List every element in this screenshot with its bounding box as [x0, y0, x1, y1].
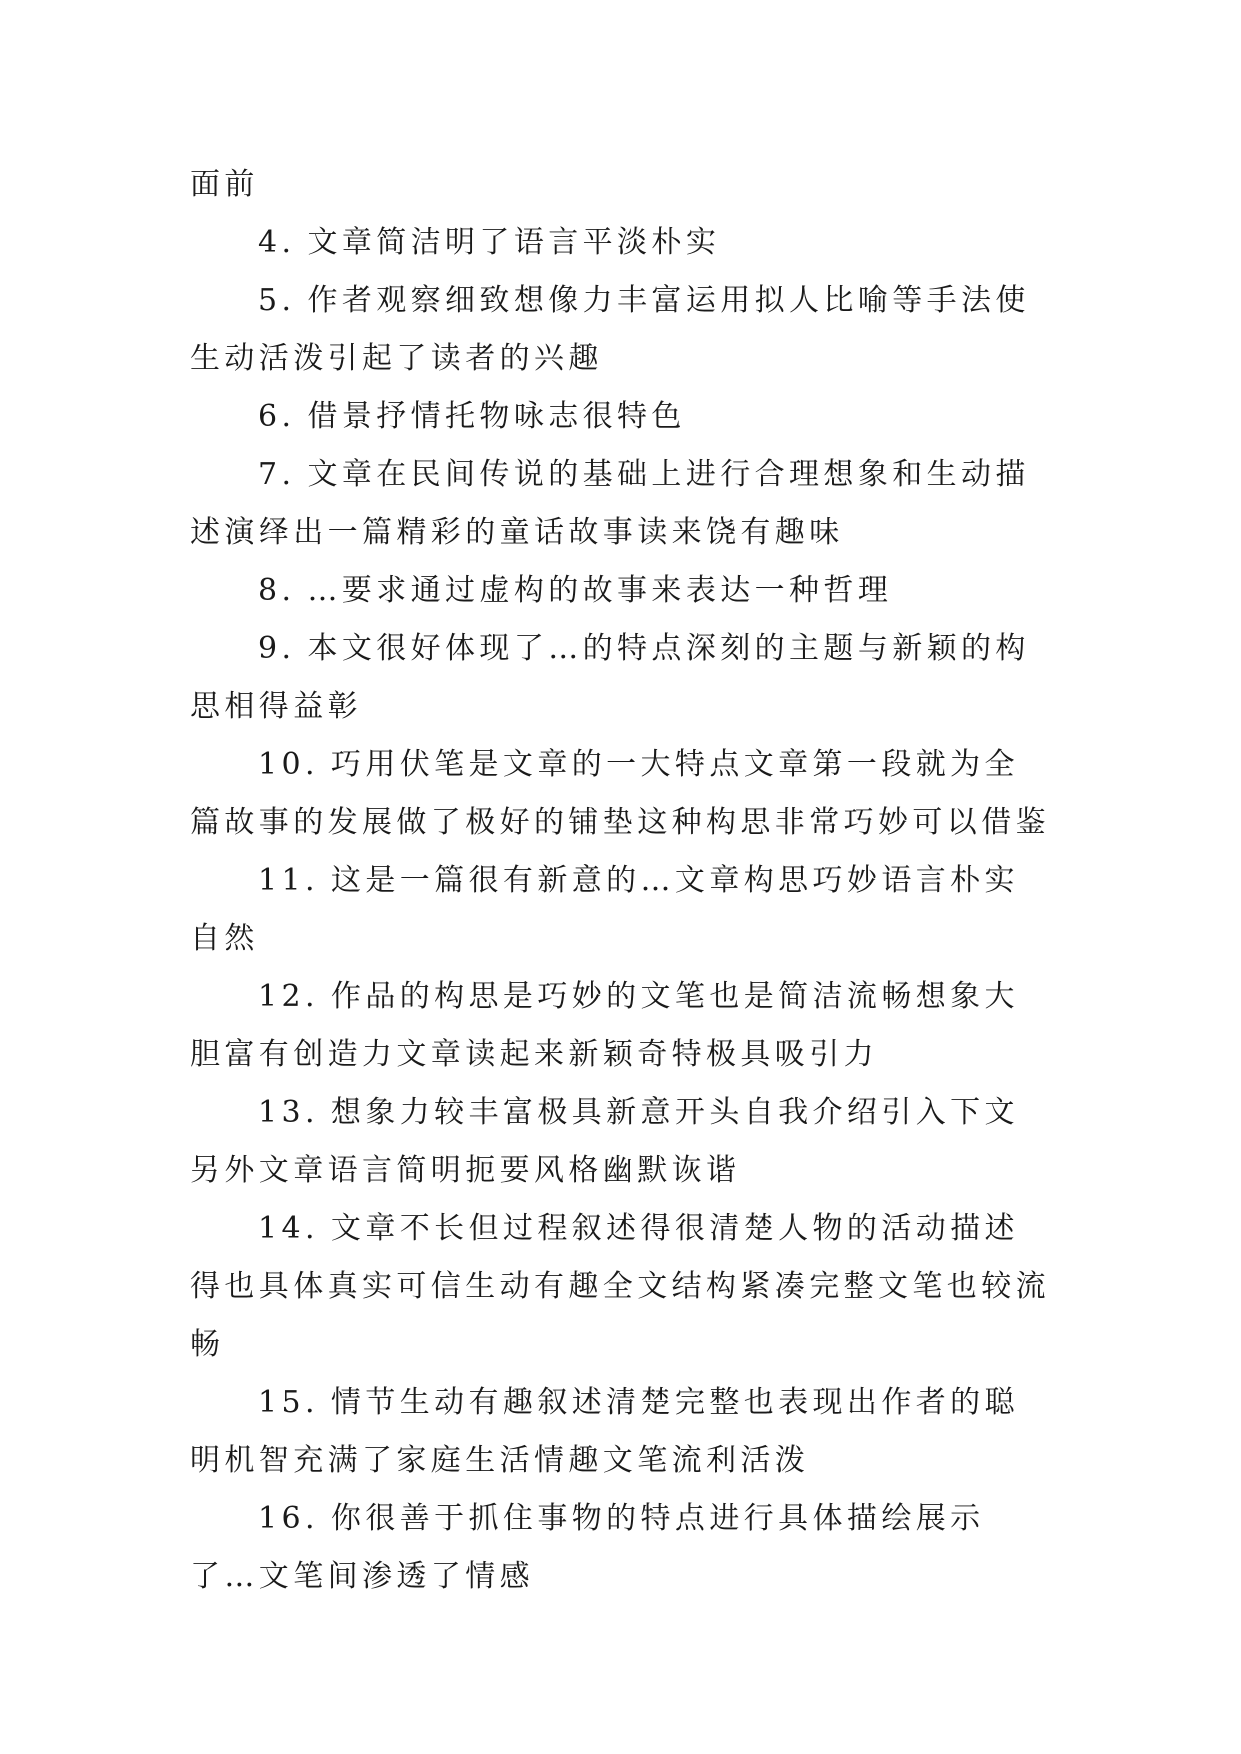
list-item	[190, 446, 1050, 562]
list-item	[190, 562, 1050, 620]
list-item	[190, 272, 1050, 388]
item-number: 12.	[258, 979, 319, 1014]
continuation-line: 面前	[190, 167, 259, 202]
document-body	[190, 156, 1050, 1606]
item-number: 8.	[258, 573, 296, 608]
item-text: 借景抒情托物咏志很特色	[307, 399, 686, 434]
item-number: 10.	[258, 747, 319, 782]
item-number: 5.	[258, 283, 296, 318]
item-number: 16.	[258, 1501, 319, 1536]
list-item	[190, 1490, 1050, 1606]
item-text: 这是一篇很有新意的…文章构思巧妙语言朴实自然	[190, 863, 1019, 956]
item-text: 你很善于抓住事物的特点进行具体描绘展示了…文笔间渗透了情感	[190, 1501, 985, 1594]
item-text: 文章不长但过程叙述得很清楚人物的活动描述得也具体真实可信生动有趣全文结构紧凑完整文笔也较流畅	[190, 1211, 1050, 1362]
item-number: 9.	[258, 631, 296, 666]
item-number: 13.	[258, 1095, 319, 1130]
list-item	[190, 388, 1050, 446]
item-text: 情节生动有趣叙述清楚完整也表现出作者的聪明机智充满了家庭生活情趣文笔流利活泼	[190, 1385, 1019, 1478]
item-text: 作品的构思是巧妙的文笔也是简洁流畅想象大胆富有创造力文章读起来新颖奇特极具吸引力	[190, 979, 1019, 1072]
list-item	[190, 620, 1050, 736]
list-item	[190, 968, 1050, 1084]
item-number: 14.	[258, 1211, 319, 1246]
list-item	[190, 1084, 1050, 1200]
item-text: 本文很好体现了…的特点深刻的主题与新颖的构思相得益彰	[190, 631, 1030, 724]
list-item	[190, 736, 1050, 852]
list-item	[190, 1200, 1050, 1374]
item-text: 文章在民间传说的基础上进行合理想象和生动描述演绎出一篇精彩的童话故事读来饶有趣味	[190, 457, 1030, 550]
list-item	[190, 214, 1050, 272]
item-number: 11.	[258, 863, 319, 898]
item-number: 4.	[258, 225, 296, 260]
list-item	[190, 852, 1050, 968]
item-text: 想象力较丰富极具新意开头自我介绍引入下文另外文章语言简明扼要风格幽默诙谐	[190, 1095, 1019, 1188]
item-text: 作者观察细致想像力丰富运用拟人比喻等手法使生动活泼引起了读者的兴趣	[190, 283, 1030, 376]
item-text: 文章简洁明了语言平淡朴实	[307, 225, 721, 260]
item-number: 7.	[258, 457, 296, 492]
list-item	[190, 1374, 1050, 1490]
item-number: 15.	[258, 1385, 319, 1420]
item-number: 6.	[258, 399, 296, 434]
item-text: …要求通过虚构的故事来表达一种哲理	[307, 573, 893, 608]
item-text: 巧用伏笔是文章的一大特点文章第一段就为全篇故事的发展做了极好的铺垫这种构思非常巧妙可以借鉴	[190, 747, 1050, 840]
